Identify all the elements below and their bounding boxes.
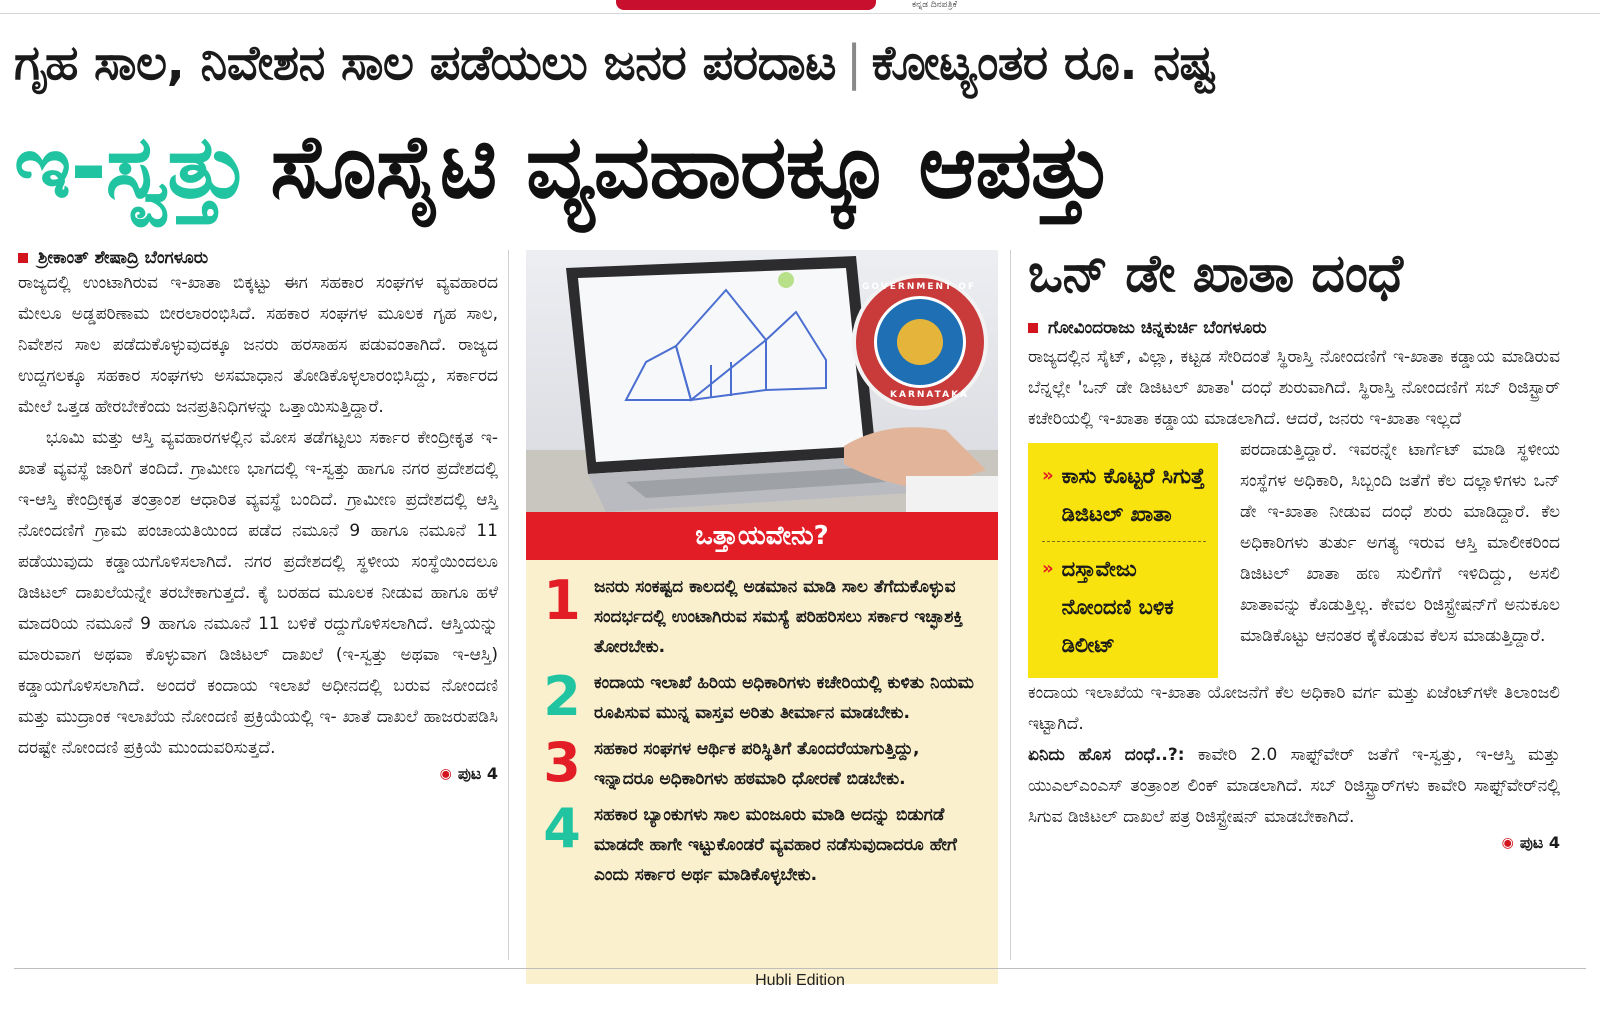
right-lead-bold: ಏನಿದು ಹೊಸ ದಂಧೆ..?: <box>1028 745 1185 765</box>
emblem-inner <box>874 296 966 388</box>
continue-arrow-icon: ◉ <box>1501 835 1514 851</box>
column-divider <box>508 250 509 960</box>
byline-marker-icon <box>18 253 28 263</box>
right-subhead: ಒನ್ ಡೇ ಖಾತಾ ದಂಧೆ <box>1028 244 1403 304</box>
kicker-right: ಕೋಟ್ಯಂತರ ರೂ. ನಷ್ಟ <box>871 35 1216 91</box>
government-emblem-icon <box>852 274 988 410</box>
newspaper-logo <box>616 0 876 10</box>
right-continued-text: ಪುಟ 4 <box>1519 833 1560 852</box>
demands-list <box>526 560 998 890</box>
right-article-body <box>1028 342 1560 833</box>
demand-number: 4 <box>543 797 581 860</box>
kicker-left: ಗೃಹ ಸಾಲ, ನಿವೇಶನ ಸಾಲ ಪಡೆಯಲು ಜನರ ಪರದಾಟ <box>14 35 836 91</box>
demand-item <box>540 569 984 662</box>
demand-item <box>540 731 984 794</box>
chevron-right-icon: » <box>1042 558 1054 579</box>
kicker-separator: | <box>845 35 862 91</box>
right-continued-link[interactable] <box>1028 833 1560 853</box>
demand-item <box>540 797 984 890</box>
demand-text: ಸಹಕಾರ ಬ್ಯಾಂಕುಗಳು ಸಾಲ ಮಂಜೂರು ಮಾಡಿ ಅದನ್ನು ಬಿಡುಗಡೆ ಮಾಡದೇ ಹಾಗೇ ಇಟ್ಟುಕೊಂಡರೆ ವ್ಯವಹಾರ ನಡೆಸುವುದಾದರೂ ಹೇಗೆ ಎಂದು ಸರ್ಕಾರ ಅರ್ಥ ಮಾಡಿಕೊಳ್ಳಬೇಕು. <box>594 805 957 885</box>
footer-rule <box>14 968 1586 969</box>
left-article <box>18 248 498 784</box>
headline-accent: ಇ-ಸ್ವತ್ತು <box>14 115 249 218</box>
chevron-right-icon: » <box>1042 465 1054 486</box>
highlight-item <box>1042 550 1206 664</box>
demand-number: 3 <box>543 731 581 794</box>
left-paragraph: ಭೂಮಿ ಮತ್ತು ಆಸ್ತಿ ವ್ಯವಹಾರಗಳಲ್ಲಿನ ಮೋಸ ತಡೆಗಟ್ಟಲು ಸರ್ಕಾರ ಕೇಂದ್ರೀಕೃತ ಇ-ಖಾತೆ ವ್ಯವಸ್ಥೆ ಜಾರಿಗೆ ತಂದಿದೆ. ಗ್ರಾಮೀಣ ಭಾಗದಲ್ಲಿ ಇ-ಸ್ವತ್ತು ಹಾಗೂ ನಗರ ಪ್ರದೇಶದಲ್ಲಿ ಇ-ಆಸ್ತಿ ಕೇಂದ್ರೀಕೃತ ತಂತ್ರಾಂಶ ಆಧಾರಿತ ವ್ಯವಸ್ಥೆ ಬಂದಿದೆ. ಗ್ರಾಮೀಣ ಪ್ರದೇಶದಲ್ಲಿ ಆಸ್ತಿ ನೋಂದಣಿಗೆ ಗ್ರಾಮ ಪಂಚಾಯತಿಯಿಂದ ಪಡೆದ ನಮೂನೆ 9 ಹಾಗೂ ನಮೂನೆ 11 ಪಡೆಯುವುದು ಕಡ್ಡಾಯಗೊಳಿಸಲಾಗಿದೆ. ನಗರ ಪ್ರದೇಶದಲ್ಲಿ ಸ್ಥಳೀಯ ಸಂಸ್ಥೆಯಿಂದಲೂ ಡಿಜಿಟಲ್ ದಾಖಲೆಯನ್ನೇ ತರಬೇಕಾಗುತ್ತದೆ. ಕೈ ಬರಹದ ಮೂಲಕ ನೀಡುವ ಹಾಗೂ ಹಳೆ ಮಾದರಿಯ ನಮೂನೆ 9 ಹಾಗೂ ನಮೂನೆ 11 ಬಳಿಕೆ ರದ್ದುಗೊಳಿಸಲಾಗಿದೆ. ಆಸ್ತಿಯನ್ನು ಮಾರುವಾಗ ಅಥವಾ ಕೊಳ್ಳುವಾಗ ಡಿಜಿಟಲ್ ದಾಖಲೆ (ಇ-ಸ್ವತ್ತು ಅಥವಾ ಇ-ಆಸ್ತಿ) ಕಡ್ಡಾಯಗೊಳಿಸಲಾಗಿದೆ. ಅಂದರೆ ಕಂದಾಯ ಇಲಾಖೆ ಅಧೀನದಲ್ಲಿ ಬರುವ ನೋಂದಣಿ ಮತ್ತು ಮುದ್ರಾಂಕ ಇಲಾಖೆಯ ನೋಂದಣಿ ಪ್ರಕ್ರಿಯೆಯಲ್ಲಿ ಇ- ಖಾತೆ ದಾಖಲೆ ಹಾಜರುಪಡಿಸಿ ದರಷ್ಟೇ ನೋಂದಣಿ ಪ್ರಕ್ರಿಯೆ ಮುಂದುವರಿಸುತ್ತದೆ. <box>18 428 498 758</box>
left-continued-text: ಪುಟ 4 <box>457 764 498 783</box>
right-after: ಕಂದಾಯ ಇಲಾಖೆಯ ಇ-ಖಾತಾ ಯೋಜನೆಗೆ ಕೆಲ ಅಧಿಕಾರಿ ವರ್ಗ ಮತ್ತು ಏಜೆಂಟ್‌ಗಳೇ ತಿಲಾಂಜಲಿ ಇಟ್ಟಾಗಿದೆ. <box>1028 683 1560 734</box>
demand-number: 1 <box>543 569 581 632</box>
left-article-body <box>18 268 498 764</box>
emblem-core <box>897 319 943 365</box>
left-byline-text: ಶ್ರೀಕಾಂತ್ ಶೇಷಾದ್ರಿ ಬೆಂಗಳೂರು <box>38 248 209 268</box>
masthead-tagline: ಕನ್ನಡ ದಿನಪತ್ರಿಕೆ <box>912 0 958 10</box>
laptop-illustration <box>526 250 998 512</box>
demands-box <box>526 250 998 984</box>
column-divider <box>1010 250 1011 960</box>
continue-arrow-icon: ◉ <box>439 766 452 782</box>
edition-label: Hubli Edition <box>755 972 845 989</box>
masthead <box>0 0 1600 14</box>
highlight-item <box>1042 457 1206 533</box>
right-byline <box>1028 318 1560 338</box>
byline-marker-icon <box>1028 323 1038 333</box>
highlight-divider <box>1042 541 1206 542</box>
demand-number: 2 <box>543 665 581 728</box>
left-byline <box>18 248 498 268</box>
right-lead-paragraph <box>1028 740 1560 833</box>
highlight-text: ದಸ್ತಾವೇಜು ನೋಂದಣಿ ಬಳಿಕ ಡಿಲೀಟ್ <box>1061 557 1174 657</box>
right-article <box>1028 238 1560 853</box>
main-headline <box>14 108 1584 226</box>
highlight-text: ಕಾಸು ಕೊಟ್ಟರೆ ಸಿಗುತ್ತೆ ಡಿಜಿಟಲ್ ಖಾತಾ <box>1061 464 1205 526</box>
highlight-box <box>1028 443 1218 678</box>
emblem-text-top: GOVERNMENT OF <box>862 282 977 292</box>
left-continued-link[interactable] <box>18 764 498 784</box>
right-float-row <box>1028 435 1560 678</box>
demand-text: ಜನರು ಸಂಕಷ್ಟದ ಕಾಲದಲ್ಲಿ ಅಡಮಾನ ಮಾಡಿ ಸಾಲ ತೆಗೆದುಕೊಳ್ಳುವ ಸಂದರ್ಭದಲ್ಲಿ ಉಂಟಾಗಿರುವ ಸಮಸ್ಯೆ ಪರಿಹರಿಸಲು ಸರ್ಕಾರ ಇಚ್ಛಾಶಕ್ತಿ ತೋರಬೇಕು. <box>594 577 963 657</box>
kicker-headline <box>14 34 1574 92</box>
demand-text: ಕಂದಾಯ ಇಲಾಖೆ ಹಿರಿಯ ಅಧಿಕಾರಿಗಳು ಕಚೇರಿಯಲ್ಲಿ ಕುಳಿತು ನಿಯಮ ರೂಪಿಸುವ ಮುನ್ನ ವಾಸ್ತವ ಅರಿತು ತೀರ್ಮಾನ ಮಾಡಬೇಕು. <box>594 673 974 723</box>
demand-item <box>540 665 984 728</box>
question-banner: ಒತ್ತಾಯವೇನು? <box>526 512 998 560</box>
headline-main: ಸೊಸೈಟಿ ವ್ಯವಹಾರಕ್ಕೂ ಆಪತ್ತು <box>270 115 1112 218</box>
demand-text: ಸಹಕಾರ ಸಂಘಗಳ ಆರ್ಥಿಕ ಪರಿಸ್ಥಿತಿಗೆ ತೊಂದರೆಯಾಗುತ್ತಿದ್ದು, ಇನ್ನಾದರೂ ಅಧಿಕಾರಿಗಳು ಹಠಮಾರಿ ಧೋರಣೆ ಬಿಡಬೇಕು. <box>594 739 920 789</box>
right-lead-rest: ಕಾವೇರಿ 2.0 ಸಾಫ್ಟ್‌ವೇರ್ ಜತೆಗೆ ಇ-ಸ್ವತ್ತು, ಇ-ಆಸ್ತಿ ಮತ್ತು ಯುಎಲ್‌ಎಂಎಸ್ ತಂತ್ರಾಂಶ ಲಿಂಕ್ ಮಾಡಲಾಗಿದೆ. ಸಬ್ ರಿಜಿಸ್ಟ್ರಾರ್‌ಗಳು ಕಾವೇರಿ ಸಾಫ್ಟ್‌ವೇರ್‌ನಲ್ಲಿ ಸಿಗುವ ಡಿಜಿಟಲ್ ದಾಖಲೆ ಪತ್ರ ರಿಜಿಸ್ಟ್ರೇಷನ್ ಮಾಡಬೇಕಾಗಿದೆ. <box>1028 745 1560 827</box>
right-intro: ರಾಜ್ಯದಲ್ಲಿನ ಸೈಟ್, ವಿಲ್ಲಾ, ಕಟ್ಟಡ ಸೇರಿದಂತೆ ಸ್ಥಿರಾಸ್ತಿ ನೋಂದಣಿಗೆ ಇ-ಖಾತಾ ಕಡ್ಡಾಯ ಮಾಡಿರುವ ಬೆನ್ನಲ್ಲೇ 'ಒನ್ ಡೇ ಡಿಜಿಟಲ್ ಖಾತಾ' ದಂಧೆ ಶುರುವಾಗಿದೆ. ಸ್ಥಿರಾಸ್ತಿ ನೋಂದಣಿಗೆ ಸಬ್ ರಿಜಿಸ್ಟ್ರಾರ್ ಕಚೇರಿಯಲ್ಲಿ ಇ-ಖಾತಾ ಕಡ್ಡಾಯ ಮಾಡಲಾಗಿದೆ. ಆದರೆ, ಜನರು ಇ-ಖಾತಾ ಇಲ್ಲದೆ <box>1028 347 1560 429</box>
right-byline-text: ಗೋವಿಂದರಾಜು ಚಿನ್ನಕುರ್ಚಿ ಬೆಂಗಳೂರು <box>1048 318 1267 338</box>
emblem-text-bottom: KARNATAKA <box>890 390 970 400</box>
right-wrap-text: ಪರದಾಡುತ್ತಿದ್ದಾರೆ. ಇವರನ್ನೇ ಟಾರ್ಗೆಟ್ ಮಾಡಿ ಸ್ಥಳೀಯ ಸಂಸ್ಥೆಗಳ ಅಧಿಕಾರಿ, ಸಿಬ್ಬಂದಿ ಜತೆಗೆ ಕೆಲ ದಲ್ಲಾಳಿಗಳು ಒನ್ ಡೇ ಇ-ಖಾತಾ ನೀಡುವ ದಂಧೆ ಶುರು ಮಾಡಿದ್ದಾರೆ. ಕೆಲ ಅಧಿಕಾರಿಗಳು ತುರ್ತು ಅಗತ್ಯ ಇರುವ ಆಸ್ತಿ ಮಾಲೀಕರಿಂದ ಡಿಜಿಟಲ್ ಖಾತಾ ಹಣ ಸುಲಿಗೆಗೆ ಇಳಿದಿದ್ದು, ಅಸಲಿ ಖಾತಾವನ್ನು ಕೊಡುತ್ತಿಲ್ಲ. ಕೇವಲ ರಿಜಿಸ್ಟ್ರೇಷನ್‌ಗೆ ಅನುಕೂಲ ಮಾಡಿಕೊಟ್ಟು ಆನಂತರ ಕೈಕೊಡುವ ಕೆಲಸ ಮಾಡುತ್ತಿದ್ದಾರೆ. <box>1240 440 1560 646</box>
left-paragraph: ರಾಜ್ಯದಲ್ಲಿ ಉಂಟಾಗಿರುವ ಇ-ಖಾತಾ ಬಿಕ್ಕಟ್ಟು ಈಗ ಸಹಕಾರ ಸಂಘಗಳ ವ್ಯವಹಾರದ ಮೇಲೂ ಅಡ್ಡಪರಿಣಾಮ ಬೀರಲಾರಂಭಿಸಿದೆ. ಸಹಕಾರ ಸಂಘಗಳ ಮೂಲಕ ಗೃಹ ಸಾಲ, ನಿವೇಶನ ಸಾಲ ಪಡೆದುಕೊಳ್ಳುವುದಕ್ಕೂ ಜನರು ಹರಸಾಹಸ ಪಡುವಂತಾಗಿದೆ. ರಾಜ್ಯದ ಉದ್ದಗಲಕ್ಕೂ ಸಹಕಾರ ಸಂಘಗಳು ಅಸಮಾಧಾನ ತೋಡಿಕೊಳ್ಳಲಾರಂಭಿಸಿದ್ದು, ಸರ್ಕಾರದ ಮೇಲೆ ಒತ್ತಡ ಹೇರಬೇಕೆಂದು ಜನಪ್ರತಿನಿಧಿಗಳನ್ನು ಒತ್ತಾಯಿಸುತ್ತಿದ್ದಾರೆ. <box>18 273 498 417</box>
